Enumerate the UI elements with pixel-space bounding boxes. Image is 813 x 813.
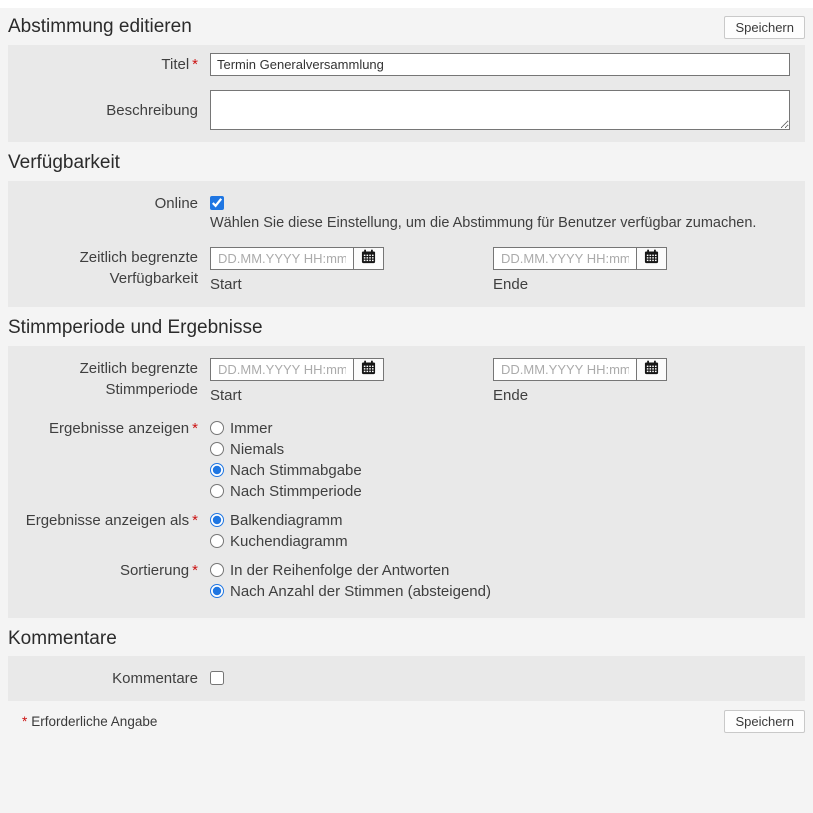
radio-option-anzahl-stimmen [210, 581, 790, 602]
show-results-radio-immer[interactable] [210, 421, 224, 435]
description-row [22, 90, 790, 130]
voting-end-calendar-button[interactable] [636, 359, 666, 380]
sorting-row [22, 560, 790, 602]
availability-heading: Verfügbarkeit [8, 152, 120, 173]
voting-end-input[interactable] [494, 359, 636, 380]
online-label: Online [154, 194, 198, 212]
radio-option-label[interactable]: Kuchendiagramm [230, 532, 348, 550]
online-row [22, 193, 790, 231]
show-results-row [22, 418, 790, 502]
availability-period-label: Zeitlich begrenzte Verfügbarkeit [79, 248, 198, 287]
voting-period-row [22, 358, 790, 404]
required-asterisk: * [192, 56, 198, 73]
voting-panel [8, 346, 805, 618]
availability-end-group [493, 247, 667, 270]
title-row [22, 53, 790, 76]
voting-end-col [493, 358, 776, 404]
availability-period-row [22, 247, 790, 293]
comments-panel [8, 656, 805, 701]
save-button-top[interactable]: Speichern [724, 16, 805, 39]
radio-option-label[interactable]: Nach Stimmperiode [230, 482, 362, 500]
radio-option-kuchendiagramm [210, 531, 790, 552]
availability-end-col [493, 247, 776, 293]
online-checkbox[interactable] [210, 196, 224, 210]
description-textarea[interactable] [210, 90, 790, 130]
required-asterisk: * [192, 561, 198, 579]
availability-end-input[interactable] [494, 248, 636, 269]
voting-start-calendar-button[interactable] [353, 359, 383, 380]
sorting-label: Sortierung * [119, 561, 198, 579]
radio-option-reihenfolge [210, 560, 790, 581]
show-results-radio-nach-stimmabgabe[interactable] [210, 463, 224, 477]
comments-checkbox[interactable] [210, 671, 224, 685]
calendar-icon [644, 360, 659, 378]
required-note: * Erforderliche Angabe [22, 714, 158, 730]
availability-end-label: Ende [493, 275, 529, 293]
required-asterisk: * [192, 419, 198, 437]
title-label: Titel * [161, 56, 198, 73]
availability-end-calendar-button[interactable] [636, 248, 666, 269]
availability-start-input[interactable] [211, 248, 353, 269]
radio-option-label[interactable]: Niemals [230, 440, 285, 458]
page-footer [8, 710, 805, 733]
edit-poll-page [0, 8, 813, 733]
save-button-bottom[interactable]: Speichern [724, 710, 805, 733]
description-label: Beschreibung [106, 101, 198, 119]
comments-heading: Kommentare [8, 627, 117, 649]
top-strip [0, 0, 813, 8]
page-header [8, 8, 805, 45]
sorting-options [210, 560, 790, 602]
display-as-radio-kuchendiagramm[interactable] [210, 534, 224, 548]
calendar-icon [644, 249, 659, 267]
radio-option-label[interactable]: Nach Anzahl der Stimmen (absteigend) [230, 582, 491, 600]
online-help-text: Wählen Sie diese Einstellung, um die Abstimmung für Benutzer verfügbar zumachen. [210, 214, 757, 231]
radio-option-nach-stimmabgabe [210, 460, 790, 481]
voting-start-label: Start [210, 386, 242, 404]
voting-period-label: Zeitlich begrenzte Stimmperiode [79, 359, 198, 398]
required-asterisk: * [22, 714, 28, 730]
voting-start-col [210, 358, 493, 404]
calendar-icon [361, 249, 376, 267]
display-as-options [210, 510, 790, 552]
title-input[interactable] [210, 53, 790, 76]
radio-option-label[interactable]: Immer [230, 419, 273, 437]
sorting-radio-anzahl-stimmen[interactable] [210, 584, 224, 598]
show-results-radio-niemals[interactable] [210, 442, 224, 456]
availability-panel [8, 181, 805, 307]
page-title: Abstimmung editieren [8, 16, 192, 38]
availability-start-label: Start [210, 275, 242, 293]
basics-panel [8, 45, 805, 142]
calendar-icon [361, 360, 376, 378]
voting-start-group [210, 358, 384, 381]
radio-option-niemals [210, 439, 790, 460]
voting-heading: Stimmperiode und Ergebnisse [8, 316, 263, 338]
availability-start-group [210, 247, 384, 270]
voting-end-group [493, 358, 667, 381]
display-as-label: Ergebnisse anzeigen als * [25, 511, 198, 529]
radio-option-immer [210, 418, 790, 439]
availability-start-col [210, 247, 493, 293]
radio-option-balkendiagramm [210, 510, 790, 531]
radio-option-label[interactable]: In der Reihenfolge der Antworten [230, 561, 450, 579]
radio-option-nach-stimmperiode [210, 481, 790, 502]
required-asterisk: * [192, 511, 198, 529]
radio-option-label[interactable]: Balkendiagramm [230, 511, 343, 529]
availability-start-calendar-button[interactable] [353, 248, 383, 269]
display-as-radio-balkendiagramm[interactable] [210, 513, 224, 527]
show-results-options [210, 418, 790, 502]
voting-end-label: Ende [493, 386, 529, 404]
radio-option-label[interactable]: Nach Stimmabgabe [230, 461, 362, 479]
show-results-label: Ergebnisse anzeigen * [49, 419, 198, 437]
voting-start-input[interactable] [211, 359, 353, 380]
comments-row [22, 668, 790, 689]
display-as-row [22, 510, 790, 552]
comments-label: Kommentare [112, 670, 198, 688]
sorting-radio-reihenfolge[interactable] [210, 563, 224, 577]
show-results-radio-nach-stimmperiode[interactable] [210, 484, 224, 498]
